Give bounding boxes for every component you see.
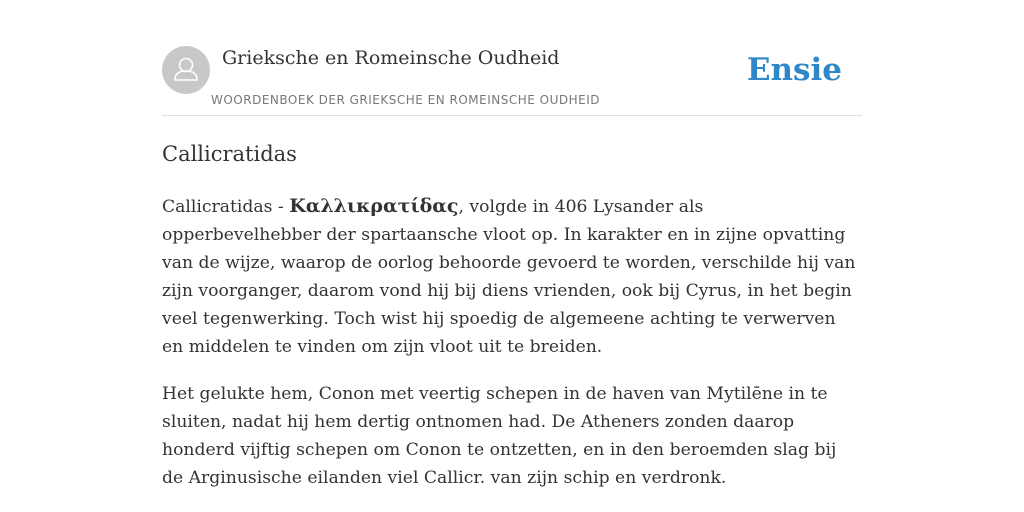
article-body (162, 192, 862, 511)
source-title[interactable]: Grieksche en Romeinsche Oudheid (222, 47, 560, 69)
article-title: Callicratidas (162, 142, 297, 166)
paragraph-text: , volgde in 406 Lysander als opperbevelhebber der spartaansche vloot op. In karakter en in zijne opvatting van de wijze, waarop de oorlog behoorde gevoerd te worden, verschilde hij van zijn voorganger, daarom vond hij bij diens vrienden, ook bij Cyrus, in het begin veel tegenwerking. Toch wist hij spoedig de algemeene achting te verwerven en middelen te vinden om zijn vloot uit te breiden. (162, 197, 856, 357)
article-paragraph-1 (162, 192, 862, 361)
article-paragraph-2: Het gelukte hem, Conon met veertig schepen in de haven van Mytilēne in te sluiten, nadat hij hem dertig ontnomen had. De Atheners zonden daarop honderd vijftig schepen om Conon te ontzetten, en in den beroemden slag bij de Arginusische eilanden viel Callicr. van zijn schip en verdronk. (162, 384, 837, 488)
source-subtitle[interactable]: WOORDENBOEK DER GRIEKSCHE EN ROMEINSCHE OUDHEID (211, 93, 601, 107)
source-header (162, 46, 862, 116)
user-avatar-icon[interactable] (162, 46, 210, 94)
paragraph-lead: Callicratidas - (162, 197, 290, 217)
ensie-logo[interactable]: Ensie (746, 52, 842, 88)
greek-name: Καλλικρατίδας (289, 195, 459, 217)
